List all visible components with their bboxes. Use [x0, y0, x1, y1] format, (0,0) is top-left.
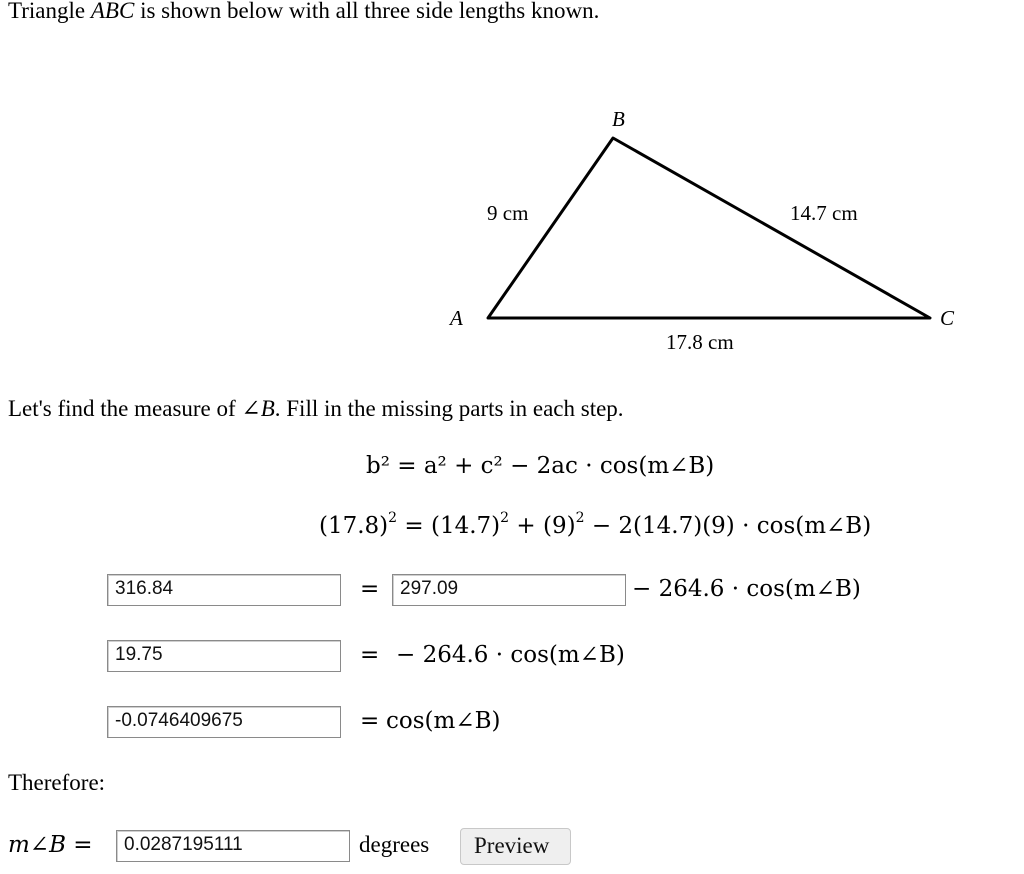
b-squared-input[interactable]: 316.84	[107, 574, 341, 606]
angle-b-label: m∠B =	[8, 832, 93, 858]
therefore-label: Therefore:	[8, 770, 106, 795]
equals-sign: =	[360, 576, 380, 602]
side-ac-label: 17.8 cm	[666, 330, 734, 354]
preview-button[interactable]: Preview	[460, 828, 571, 865]
row1-tail: − 264.6 · cos(m∠B)	[632, 576, 861, 602]
difference-input[interactable]: 19.75	[107, 640, 341, 672]
cosine-value-input[interactable]: -0.0746409675	[107, 706, 341, 738]
side-bc-label: 14.7 cm	[790, 201, 858, 225]
law-of-cosines-equation: b² = a² + c² − 2ac · cos(m∠B)	[366, 453, 715, 479]
instruction-text: Let's find the measure of ∠B. Fill in the missing parts in each step.	[8, 396, 624, 421]
degrees-unit: degrees	[359, 832, 430, 857]
row3-tail: cos(m∠B)	[386, 708, 501, 734]
triangle-name: ABC	[90, 0, 135, 23]
intro-text: Triangle ABC is shown below with all three side lengths known.	[8, 0, 600, 23]
triangle-diagram	[0, 0, 1024, 380]
angle-b-answer-input[interactable]: 0.0287195111	[116, 830, 350, 862]
vertex-c-label: C	[940, 306, 955, 330]
side-ab-label: 9 cm	[487, 201, 529, 225]
row2-tail: − 264.6 · cos(m∠B)	[396, 642, 625, 668]
substituted-equation: $(17.8)^2 = (14.7)^2 + (9)^2 - 2(14.7)(9)$ · cos(m∠B)	[319, 510, 872, 539]
equals-sign: =	[360, 642, 380, 668]
equals-sign: =	[360, 708, 380, 734]
triangle-shape	[488, 138, 930, 318]
a2-plus-c2-input[interactable]: 297.09	[392, 574, 626, 606]
vertex-a-label: A	[450, 306, 463, 330]
vertex-b-label: B	[612, 107, 625, 131]
